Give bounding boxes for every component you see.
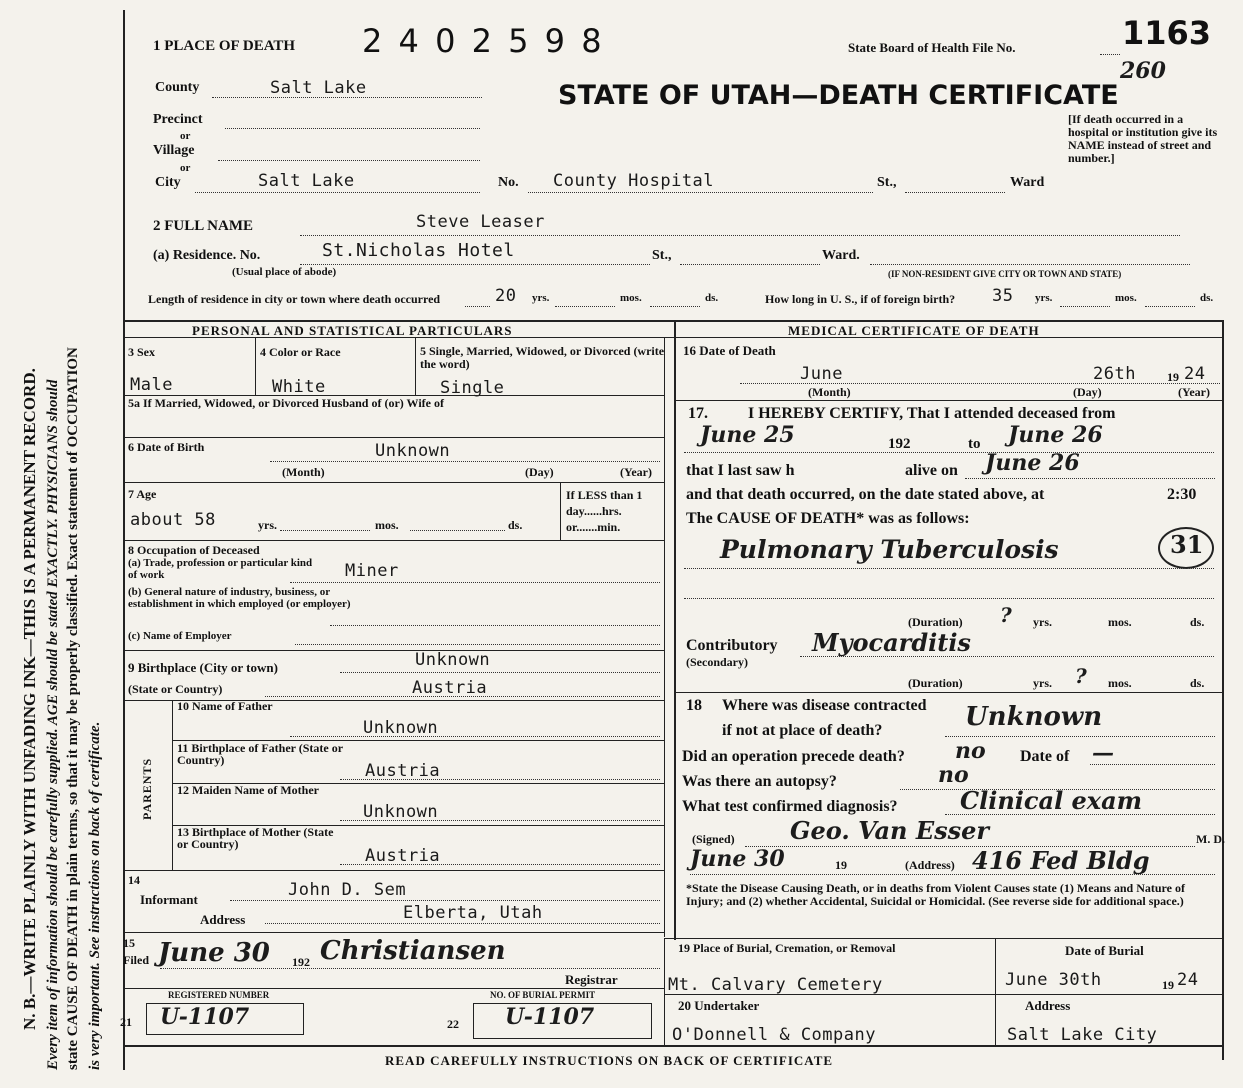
trade-label: (a) Trade, profession or particular kind of work bbox=[128, 557, 313, 581]
cause-of-death: Pulmonary Tuberculosis bbox=[720, 535, 1059, 564]
birthplace-country: Austria bbox=[412, 678, 488, 698]
mother-birth-label: 13 Birthplace of Mother (State or Country) bbox=[177, 825, 334, 851]
sex-value: Male bbox=[130, 375, 173, 395]
burial-date-label: Date of Burial bbox=[1065, 943, 1144, 958]
physician-address: 416 Fed Bldg bbox=[972, 846, 1150, 875]
father-name-value: Unknown bbox=[363, 718, 439, 738]
registrar-label: Registrar bbox=[565, 972, 618, 987]
age-value: about 58 bbox=[130, 510, 216, 530]
full-name-value: Steve Leaser bbox=[416, 212, 545, 232]
burial-place-value: Mt. Calvary Cemetery bbox=[668, 975, 883, 995]
md-label: M. D. bbox=[1196, 832, 1225, 846]
dob-value: Unknown bbox=[375, 441, 451, 461]
if-not-label: if not at place of death? bbox=[722, 722, 883, 739]
test-value: Clinical exam bbox=[960, 786, 1143, 815]
place-of-death-label: 1 PLACE OF DEATH bbox=[153, 38, 296, 54]
date-of-death-label: 16 Date of Death bbox=[683, 343, 776, 358]
trade-value: Miner bbox=[345, 561, 399, 581]
precinct-label: Precinct bbox=[153, 112, 203, 127]
how-long-yrs-label: yrs. bbox=[1035, 292, 1053, 304]
operation-value: no bbox=[955, 738, 986, 764]
duration-value: ? bbox=[1000, 603, 1012, 627]
state-board-label: State Board of Health File No. bbox=[848, 40, 1016, 55]
filed-year-suffix: 192 bbox=[292, 955, 310, 969]
length-mos-label: mos. bbox=[620, 292, 642, 304]
duration-label: (Duration) bbox=[908, 615, 963, 629]
county-value: Salt Lake bbox=[270, 78, 367, 98]
burial-date-value: June 30th bbox=[1005, 970, 1102, 990]
residence-label: (a) Residence. No. bbox=[153, 248, 261, 263]
length-years: 20 bbox=[495, 286, 517, 306]
test-label: What test confirmed diagnosis? bbox=[682, 798, 898, 815]
registered-number-value: U-1107 bbox=[160, 1004, 250, 1030]
full-name-label: 2 FULL NAME bbox=[153, 218, 254, 234]
length-label: Length of residence in city or town where death occurred bbox=[148, 292, 441, 306]
undertaker-address-label: Address bbox=[1025, 998, 1071, 1013]
filed-label: Filed bbox=[123, 953, 149, 967]
burial-year-value: 24 bbox=[1177, 970, 1199, 990]
signed-label: (Signed) bbox=[692, 832, 735, 846]
birthplace-city: Unknown bbox=[415, 650, 491, 670]
death-day: 26th bbox=[1093, 364, 1136, 384]
village-label: Village bbox=[153, 143, 195, 158]
no-label: No. bbox=[498, 175, 519, 190]
age-ds-label: ds. bbox=[508, 518, 523, 532]
margin-line-3: state CAUSE OF DEATH in plain terms, so that it may be properly classified. Exact statement of OCCUPATION bbox=[65, 347, 81, 1070]
death-time: 2:30 bbox=[1167, 486, 1197, 503]
attended-from: June 25 bbox=[700, 422, 795, 448]
age-mos-label: mos. bbox=[375, 518, 399, 532]
secondary-label: (Secondary) bbox=[686, 655, 748, 669]
undertaker-value: O'Donnell & Company bbox=[672, 1025, 876, 1045]
attended-from-year: 192 bbox=[888, 436, 911, 452]
length-yrs-label: yrs. bbox=[532, 292, 550, 304]
or-1: or bbox=[180, 130, 191, 142]
medical-heading: MEDICAL CERTIFICATE OF DEATH bbox=[788, 323, 1040, 338]
physician-signature: Geo. Van Esser bbox=[790, 816, 990, 845]
informant-value: John D. Sem bbox=[288, 880, 407, 900]
duration-mos-label: mos. bbox=[1108, 615, 1132, 629]
st-label: St., bbox=[877, 175, 897, 190]
margin-line-4: is very important. See instructions on back of certificate. bbox=[87, 721, 103, 1070]
less-than-label: If LESS than 1 day......hrs. or.......min. bbox=[566, 488, 643, 534]
filed-number: 15 bbox=[123, 936, 135, 950]
burial-permit-prefix: 22 bbox=[447, 1017, 459, 1031]
cause-code: 31 bbox=[1170, 530, 1204, 559]
death-month: June bbox=[800, 364, 843, 384]
personal-heading: PERSONAL AND STATISTICAL PARTICULARS bbox=[192, 323, 513, 338]
how-long-ds-label: ds. bbox=[1200, 292, 1214, 304]
footnote: *State the Disease Causing Death, or in deaths from Violent Causes state (1) Means and Nature of Injury; and (2) whether Accidental, Suicidal or Homicidal. (See reverse side for additional space.) bbox=[686, 881, 1185, 908]
city-value: Salt Lake bbox=[258, 171, 355, 191]
death-month-label: (Month) bbox=[808, 385, 851, 399]
attended-to: June 26 bbox=[1008, 422, 1103, 448]
certificate-title: STATE OF UTAH—DEATH CERTIFICATE bbox=[558, 80, 1119, 111]
where-contracted: Unknown bbox=[965, 702, 1103, 732]
age-label: 7 Age bbox=[128, 487, 157, 501]
duration2-yrs-label: yrs. bbox=[1033, 676, 1052, 690]
how-long-years: 35 bbox=[992, 286, 1014, 306]
dob-label: 6 Date of Birth bbox=[128, 440, 205, 454]
contributory-label: Contributory bbox=[686, 637, 778, 654]
dob-day-label: (Day) bbox=[525, 465, 554, 479]
margin-line-2: Every item of information should be carefully supplied. AGE should be stated EXACTLY. PHYSICIANS should bbox=[45, 379, 61, 1070]
nature-label: (b) General nature of industry, business, or establishment in which employed (or employer) bbox=[128, 586, 351, 610]
father-birth-label: 11 Birthplace of Father (State or Country) bbox=[177, 741, 343, 767]
death-day-label: (Day) bbox=[1073, 385, 1102, 399]
cause-label: The CAUSE OF DEATH* was as follows: bbox=[686, 510, 970, 527]
where-label: Where was disease contracted bbox=[722, 697, 927, 714]
autopsy-label: Was there an autopsy? bbox=[682, 773, 837, 790]
informant-label: Informant bbox=[140, 892, 198, 907]
address-label-informant: Address bbox=[200, 912, 246, 927]
duration-yrs-label: yrs. bbox=[1033, 615, 1052, 629]
margin-line-1: N. B.—WRITE PLAINLY WITH UNFADING INK—THIS IS A PERMANENT RECORD. bbox=[20, 368, 39, 1030]
undertaker-address-value: Salt Lake City bbox=[1007, 1025, 1158, 1045]
city-label: City bbox=[155, 175, 181, 190]
employer-label: (c) Name of Employer bbox=[128, 630, 232, 642]
to-label: to bbox=[968, 436, 981, 452]
residence-ward-label: Ward. bbox=[822, 248, 860, 263]
signed-year-prefix: 19 bbox=[835, 858, 847, 872]
where-number: 18 bbox=[686, 697, 702, 714]
dob-month-label: (Month) bbox=[282, 465, 325, 479]
or-2: or bbox=[180, 162, 191, 174]
informant-address: Elberta, Utah bbox=[403, 903, 543, 923]
footer-instructions: READ CAREFULLY INSTRUCTIONS ON BACK OF CERTIFICATE bbox=[385, 1053, 834, 1068]
usual-place-label: (Usual place of abode) bbox=[232, 266, 337, 278]
certificate-number: 2 4 0 2 5 9 8 bbox=[362, 22, 605, 60]
burial-permit-value: U-1107 bbox=[505, 1004, 595, 1030]
mother-birth-value: Austria bbox=[365, 846, 441, 866]
length-ds-label: ds. bbox=[705, 292, 719, 304]
hospital-note: [If death occurred in a hospital or institution give its NAME instead of street and number.] bbox=[1068, 112, 1218, 165]
ward-label: Ward bbox=[1010, 175, 1045, 190]
father-name-label: 10 Name of Father bbox=[177, 699, 273, 713]
marital-label: 5 Single, Married, Widowed, or Divorced (write the word) bbox=[420, 344, 665, 371]
filed-hand-date: June 30 bbox=[158, 938, 270, 968]
residence-value: St.Nicholas Hotel bbox=[322, 240, 515, 261]
state-country-label: (State or Country) bbox=[128, 682, 223, 696]
certify-text: I HEREBY CERTIFY, That I attended deceased from bbox=[748, 405, 1116, 422]
dob-year-label: (Year) bbox=[620, 465, 652, 479]
burial-permit-label: NO. OF BURIAL PERMIT bbox=[490, 990, 596, 1000]
burial-year-prefix: 19 bbox=[1162, 978, 1174, 992]
alive-on-label: alive on bbox=[905, 462, 958, 479]
how-long-label: How long in U. S., if of foreign birth? bbox=[765, 292, 956, 306]
age-yrs-label: yrs. bbox=[258, 518, 277, 532]
autopsy-value: no bbox=[938, 762, 969, 788]
operation-label: Did an operation precede death? bbox=[682, 748, 905, 765]
sex-label: 3 Sex bbox=[128, 345, 155, 359]
duration2-mos-label: mos. bbox=[1108, 676, 1132, 690]
duration-ds-label: ds. bbox=[1190, 615, 1205, 629]
registrar-signature: Christiansen bbox=[320, 936, 506, 966]
color-value: White bbox=[272, 377, 326, 397]
duration2-value: ? bbox=[1075, 664, 1087, 688]
death-occurred-text: and that death occurred, on the date stated above, at bbox=[686, 486, 1045, 503]
marital-value: Single bbox=[440, 378, 505, 398]
mother-name-value: Unknown bbox=[363, 802, 439, 822]
parents-label: PARENTS bbox=[140, 757, 154, 820]
mother-name-label: 12 Maiden Name of Mother bbox=[177, 783, 319, 797]
informant-number: 14 bbox=[128, 873, 140, 887]
last-saw-text: that I last saw h bbox=[686, 462, 795, 479]
how-long-mos-label: mos. bbox=[1115, 292, 1137, 304]
county-label: County bbox=[155, 80, 200, 95]
color-label: 4 Color or Race bbox=[260, 345, 341, 359]
death-year-label: (Year) bbox=[1178, 385, 1210, 399]
certify-number: 17. bbox=[688, 405, 708, 422]
date-of-value: — bbox=[1092, 740, 1114, 766]
hospital-name: County Hospital bbox=[553, 171, 715, 191]
occupation-label: 8 Occupation of Deceased bbox=[128, 543, 260, 557]
residence-st-label: St., bbox=[652, 248, 672, 263]
registered-number-prefix: 21 bbox=[120, 1015, 132, 1029]
death-year-prefix: 19 bbox=[1167, 370, 1179, 384]
contributory-cause: Myocarditis bbox=[812, 628, 971, 657]
registered-number-label: REGISTERED NUMBER bbox=[168, 990, 270, 1000]
father-birth-value: Austria bbox=[365, 761, 441, 781]
nonresident-note: (IF NON-RESIDENT GIVE CITY OR TOWN AND STATE) bbox=[888, 269, 1122, 279]
death-year: 24 bbox=[1184, 364, 1206, 384]
birthplace-label: 9 Birthplace (City or town) bbox=[128, 660, 278, 675]
alive-date: June 26 bbox=[985, 450, 1080, 476]
address-label-physician: (Address) bbox=[905, 858, 955, 872]
duration2-ds-label: ds. bbox=[1190, 676, 1205, 690]
center-divider bbox=[674, 320, 676, 940]
burial-place-label: 19 Place of Burial, Cremation, or Removal bbox=[678, 941, 896, 955]
state-file-handwritten: 260 bbox=[1120, 58, 1166, 84]
undertaker-label: 20 Undertaker bbox=[678, 998, 760, 1013]
date-of-label: Date of bbox=[1020, 748, 1070, 765]
state-file-number: 1163 bbox=[1122, 14, 1212, 52]
duration2-label: (Duration) bbox=[908, 676, 963, 690]
signed-date: June 30 bbox=[690, 846, 785, 872]
spouse-label: 5a If Married, Widowed, or Divorced Husband of (or) Wife of bbox=[128, 396, 444, 410]
